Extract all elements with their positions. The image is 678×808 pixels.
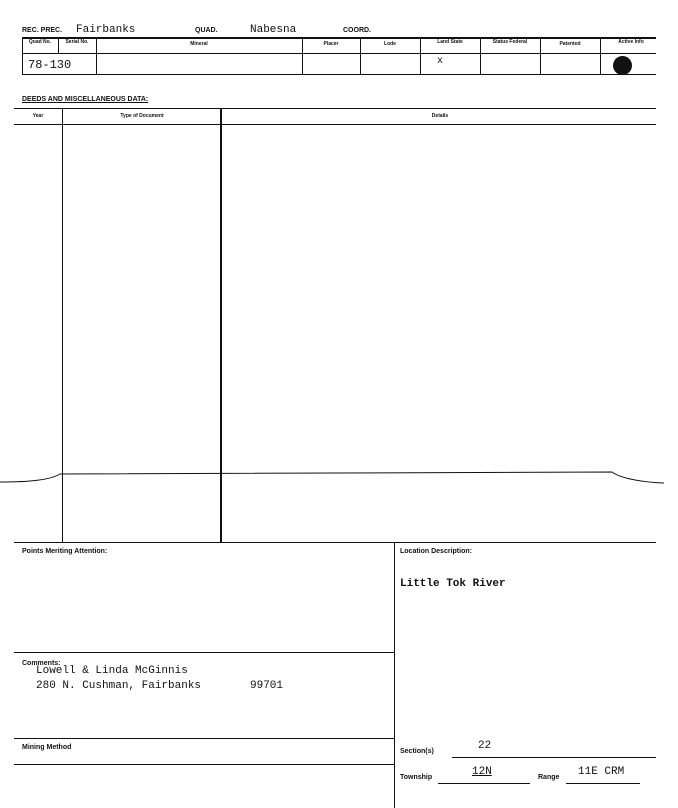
table-header-bottom	[22, 53, 656, 54]
table-col-divider	[480, 37, 481, 75]
range-label: Range	[538, 774, 560, 781]
deeds-col-details: Details	[431, 113, 449, 119]
section-underline	[452, 757, 656, 758]
col-header-quad-no: Quad No.	[28, 39, 52, 45]
land-state-mark: x	[437, 56, 444, 67]
lower-section-top	[14, 542, 656, 543]
deeds-section-title: DEEDS AND MISCELLANEOUS DATA:	[22, 96, 149, 103]
comments-label: Comments:	[22, 660, 61, 667]
range-value: 11E CRM	[578, 766, 625, 778]
rec-prec-label: REC. PREC.	[22, 27, 63, 34]
comments-line-1: Lowell & Linda McGinnis	[36, 665, 188, 677]
table-col-divider	[600, 37, 601, 75]
location-description-value: Little Tok River	[400, 578, 506, 590]
quad-value: Nabesna	[250, 24, 297, 36]
section-value: 22	[478, 740, 492, 752]
table-col-divider	[302, 37, 303, 75]
comments-section-bottom	[14, 738, 394, 739]
coord-label: COORD.	[343, 27, 371, 34]
points-section-bottom	[14, 652, 394, 653]
table-col-divider	[96, 37, 97, 75]
col-header-serial-no: Serial No.	[65, 39, 89, 45]
comments-zip: 99701	[250, 680, 284, 692]
deeds-col-year: Year	[32, 113, 44, 119]
rec-prec-value: Fairbanks	[76, 24, 136, 36]
table-col-divider	[360, 37, 361, 75]
location-description-label: Location Description:	[400, 548, 472, 555]
deeds-header-top	[14, 108, 656, 109]
range-underline	[566, 783, 640, 784]
col-header-land-state: Land State	[437, 39, 463, 45]
comments-line-2: 280 N. Cushman, Fairbanks	[36, 680, 202, 692]
table-col-divider	[540, 37, 541, 75]
col-header-lode: Lode	[384, 41, 396, 47]
active-info-dot	[613, 56, 632, 75]
page-overlap-line	[0, 462, 678, 492]
col-header-patented: Patented	[559, 41, 581, 47]
quad-serial-value: 78-130	[28, 58, 72, 72]
col-header-mineral: Mineral	[190, 41, 208, 47]
table-col-divider	[22, 37, 23, 75]
township-underline	[438, 783, 530, 784]
col-header-active-info: Active Info	[618, 39, 644, 45]
table-top-border	[22, 37, 656, 39]
lower-section-divider	[394, 542, 395, 808]
col-header-placer: Placer	[323, 41, 339, 47]
deeds-header-bottom	[14, 124, 656, 125]
mining-method-line	[14, 764, 394, 765]
table-col-divider	[420, 37, 421, 75]
deeds-col-type-of-document: Type of Document	[120, 113, 164, 119]
table-col-divider	[58, 37, 59, 53]
mining-method-label: Mining Method	[22, 744, 72, 751]
township-value: 12N	[472, 766, 492, 778]
section-label: Section(s)	[400, 748, 434, 755]
table-row-bottom	[22, 74, 656, 75]
col-header-status-federal: Status Federal	[492, 39, 528, 45]
quad-label: QUAD.	[195, 27, 218, 34]
township-label: Township	[400, 774, 433, 781]
points-meriting-label: Points Meriting Attention:	[22, 548, 108, 555]
